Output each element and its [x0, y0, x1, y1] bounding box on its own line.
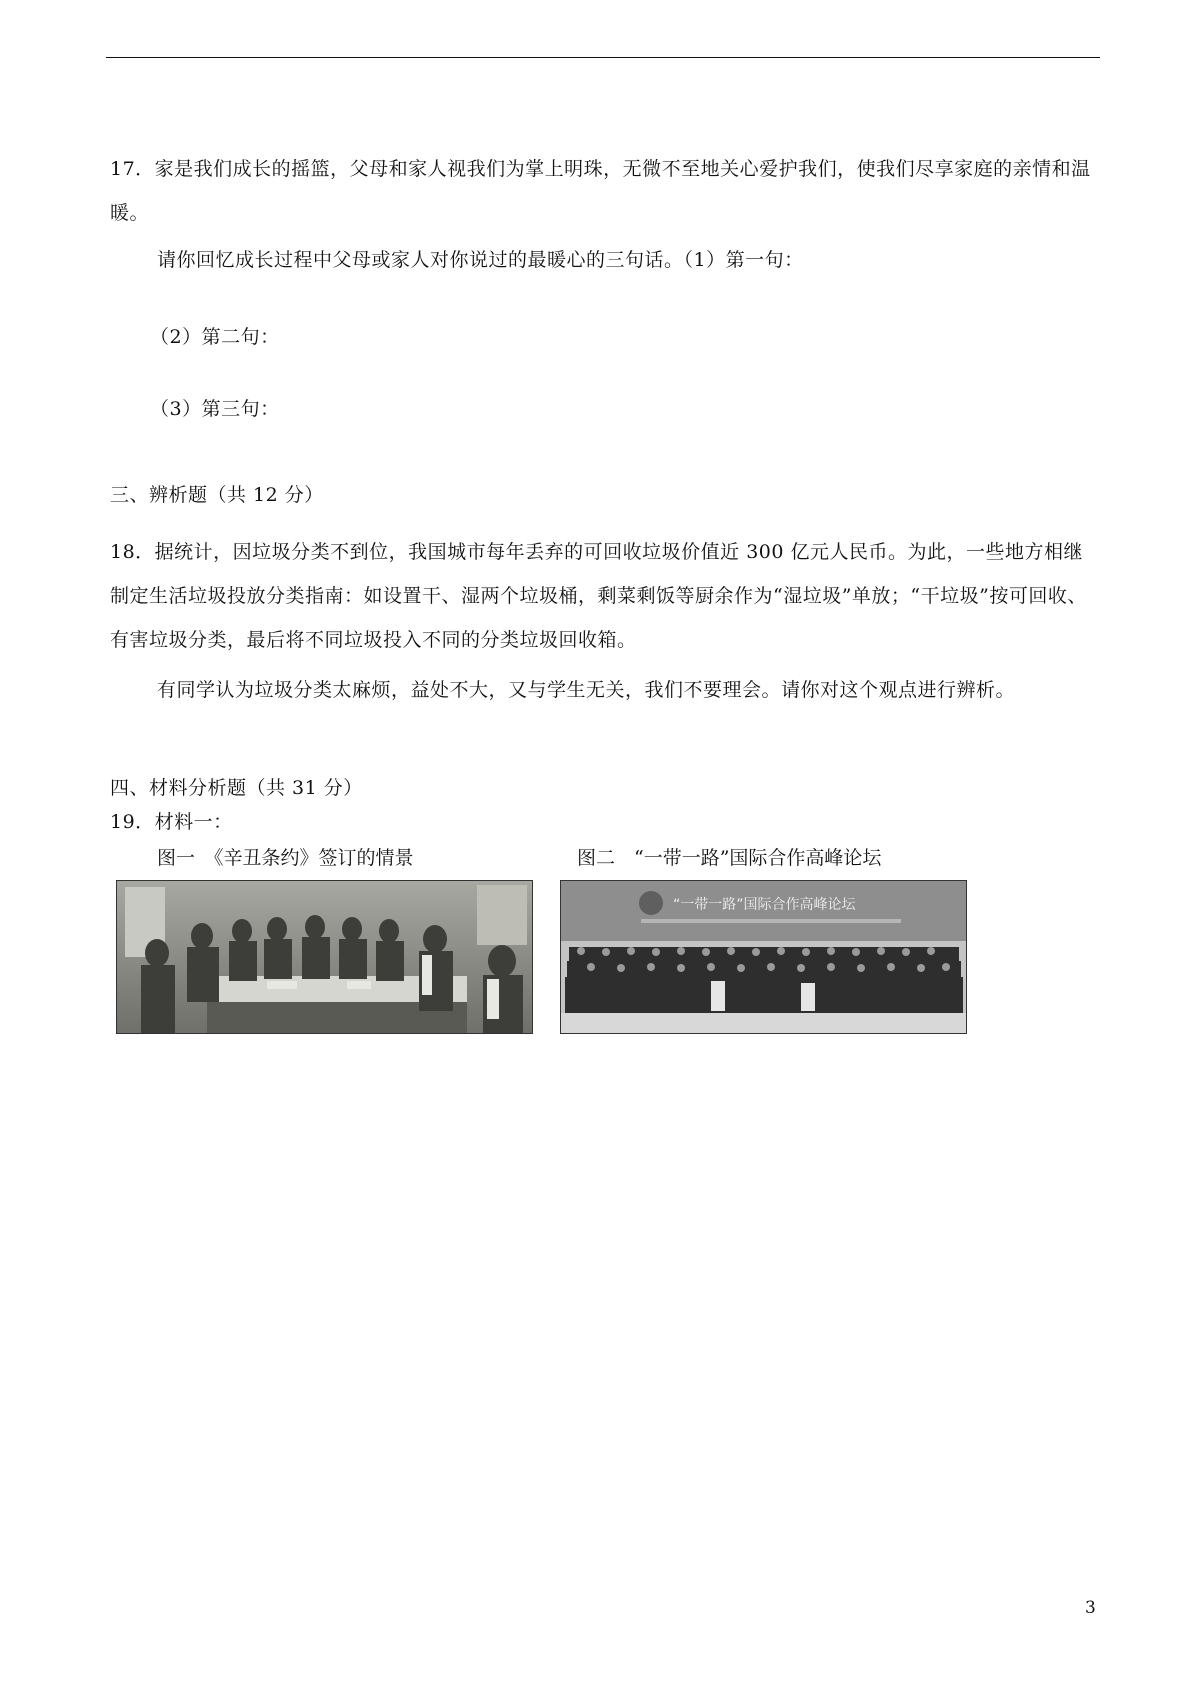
question-18-prompt: 有同学认为垃圾分类太麻烦，益处不大，又与学生无关，我们不要理会。请你对这个观点进行辨析。	[157, 679, 1016, 701]
question-17-prompt: 请你回忆成长过程中父母或家人对你说过的最暖心的三句话。（1）第一句：	[157, 249, 804, 271]
question-17-text: 17．家是我们成长的摇篮，父母和家人视我们为掌上明珠，无微不至地关心爱护我们，使我们尽享家庭的亲情和温暖。	[110, 158, 1091, 224]
question-19-label: 19．材料一：	[110, 811, 233, 833]
question-17-item-3: （3）第三句：	[150, 398, 280, 420]
figure-2-caption: 图二 “一带一路”国际合作高峰论坛	[577, 847, 882, 869]
forum-group-photo	[561, 881, 967, 1034]
forum-banner-text: “一带一路”国际合作高峰论坛	[673, 897, 856, 913]
question-18-text: 18．据统计，因垃圾分类不到位，我国城市每年丢弃的可回收垃圾价值近 300 亿元人民币。为此，一些地方相继制定生活垃圾投放分类指南：如设置干、湿两个垃圾桶，剩菜剩饭等厨余作为“湿垃圾”单放；“干垃圾”按可回收、有害垃圾分类，最后将不同垃圾投入不同的分类垃圾回收箱。	[110, 541, 1087, 651]
figure-1-caption: 图一 《辛丑条约》签订的情景	[157, 847, 414, 869]
figure-2-photo	[560, 880, 967, 1034]
figure-1-photo	[116, 880, 533, 1034]
question-17-item-2: （2）第二句：	[150, 326, 280, 348]
page-number: 3	[1085, 1598, 1096, 1618]
section-4-title: 四、材料分析题（共 31 分）	[110, 777, 363, 799]
header-rule	[106, 57, 1100, 58]
section-3-title: 三、辨析题（共 12 分）	[110, 484, 324, 506]
treaty-signing-photo	[117, 881, 533, 1034]
